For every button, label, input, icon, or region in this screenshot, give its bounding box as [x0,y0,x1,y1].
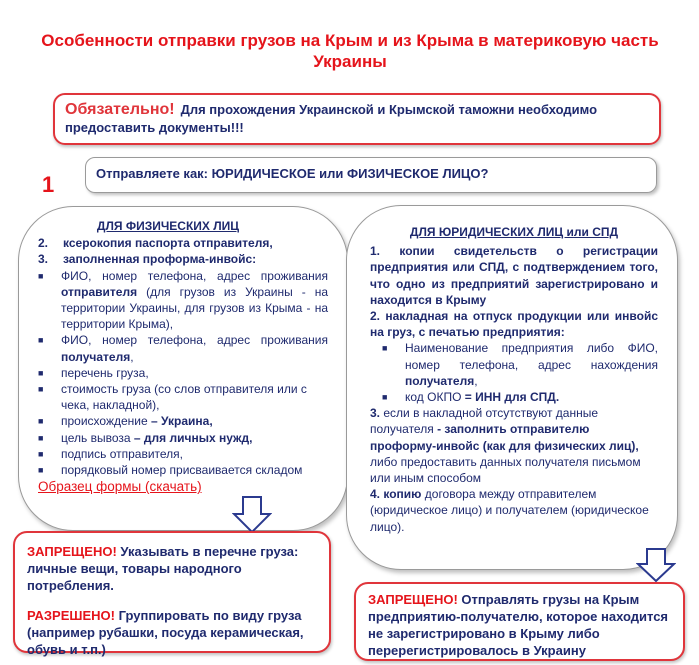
list-item: 4. копию договора между отправителем (юридическое лицо) и получателем (юридическое лицо). [370,487,649,534]
bullet-square-icon: ■ [38,416,44,427]
bullet-square-icon: ■ [382,343,388,354]
bullet-square-icon: ■ [38,270,44,281]
forbidden-allowed-left-box [13,531,331,657]
bullet-square-icon: ■ [38,432,44,443]
bullet-square-icon: ■ [38,367,44,378]
list-item: ■ перечень груза, [38,365,149,380]
list-item: ■ ФИО, номер телефона, адрес проживания получателя, [38,333,328,364]
list-item: ■ порядковый номер присваивается складом [38,463,303,478]
list-item: ■ подпись отправителя, [38,446,183,461]
required-notice [53,93,661,145]
list-item: 1. копии свидетельств о регистрации предприятия или СПД, с подтверждением того, что одно из предприятий зарегистрировано и находится в Крыму [370,244,658,307]
list-item: ■ Наименование предприятия либо ФИО, номер телефона, адрес нахождения получателя, [382,341,658,388]
list-item: ■ происхождение – Украина, [38,414,213,429]
bullet-square-icon: ■ [382,392,388,403]
required-label: Обязательно! [65,101,175,118]
list-item: ■ ФИО, номер телефона, адрес проживания отправителя (для грузов из Украины - на территории Украины, для грузов из Крыма - на территории Крыма), [38,268,329,332]
individuals-heading: ДЛЯ ФИЗИЧЕСКИХ ЛИЦ [96,219,240,233]
list-item: ■ код ОКПО = ИНН для СПД. [382,390,560,405]
list-item: 3. заполненная проформа-инвойс: [38,252,257,267]
arrow-down-icon [232,496,272,534]
individuals-content [38,218,328,495]
arrow-down-icon [636,548,676,586]
sample-form-download-link[interactable]: Образец формы (скачать) [38,479,202,495]
list-item: ■ цель вывоза – для личных нужд, [38,430,253,445]
bullet-square-icon: ■ [38,465,44,476]
list-item: 3. если в накладной отсутствуют данные получателя - заполнить отправителю проформу-инвойс (как для физических лиц), либо предоставить данных получателя письмом или иным способом [370,406,641,486]
step-number: 1 [42,172,55,197]
list-item: 2. накладная на отпуск продукции или инвойс на груз, с печатью предприятия: [370,309,658,340]
forbidden-note: ЗАПРЕЩЕНО! Указывать в перечне груза: личные вещи, товары народного потребления. [27,544,299,593]
list-item: 2. ксерокопия паспорта отправителя, [38,236,273,251]
legal-content [370,224,658,535]
send-as-question: Отправляете как: ЮРИДИЧЕСКОЕ или ФИЗИЧЕСКОЕ ЛИЦО? [85,157,657,193]
bullet-square-icon: ■ [38,384,44,395]
legal-heading: ДЛЯ ЮРИДИЧЕСКИХ ЛИЦ или СПД [409,225,619,239]
forbidden-right-box: ЗАПРЕЩЕНО! Отправлять грузы на Крым предприятию-получателю, которое находится не зарегистрировано в Крыму либо перерегистрировалось в Украину [354,582,685,661]
required-text: Для прохождения Украинской и Крымской таможни необходимо предоставить документы!!! [65,102,598,135]
list-item: ■ стоимость груза (со слов отправителя или с чека, накладной), [38,382,307,413]
allowed-note: РАЗРЕШЕНО! Группировать по виду груза (например рубашки, посуда керамическая, обувь и т.п.) [27,608,304,657]
bullet-square-icon: ■ [38,448,44,459]
bullet-square-icon: ■ [38,335,44,346]
page-title: Особенности отправки грузов на Крым и из Крыма в материковую часть Украины [41,31,659,71]
